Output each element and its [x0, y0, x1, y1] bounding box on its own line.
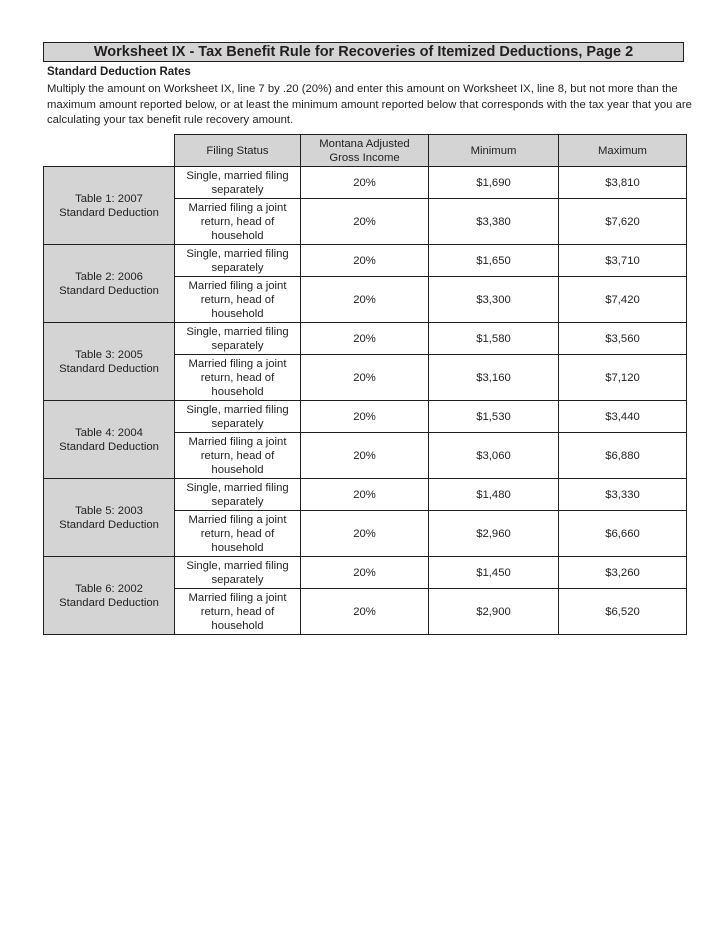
minimum-cell: $3,380: [429, 199, 559, 245]
table-label-line1: Table 2: 2006: [75, 270, 143, 283]
minimum-cell: $1,480: [429, 479, 559, 511]
header-blank-cell: [44, 135, 175, 167]
filing-status-cell: Married filing a joint return, head of household: [175, 589, 301, 635]
filing-status-cell: Married filing a joint return, head of household: [175, 199, 301, 245]
minimum-cell: $3,060: [429, 433, 559, 479]
table-label-line1: Table 6: 2002: [75, 582, 143, 595]
deduction-table-label: [44, 167, 175, 245]
minimum-cell: $1,690: [429, 167, 559, 199]
agi-rate-cell: 20%: [301, 277, 429, 323]
filing-status-cell: Single, married filing separately: [175, 245, 301, 277]
minimum-cell: $2,900: [429, 589, 559, 635]
table-row: [44, 245, 687, 277]
deduction-table-label: [44, 557, 175, 635]
minimum-cell: $1,650: [429, 245, 559, 277]
maximum-cell: $7,620: [559, 199, 687, 245]
maximum-cell: $3,560: [559, 323, 687, 355]
table-row: [44, 323, 687, 355]
header-filing-status: Filing Status: [175, 135, 301, 167]
agi-rate-cell: 20%: [301, 433, 429, 479]
filing-status-cell: Single, married filing separately: [175, 479, 301, 511]
minimum-cell: $1,530: [429, 401, 559, 433]
agi-rate-cell: 20%: [301, 479, 429, 511]
deduction-table-label: [44, 245, 175, 323]
agi-rate-cell: 20%: [301, 167, 429, 199]
header-maximum: Maximum: [559, 135, 687, 167]
maximum-cell: $6,660: [559, 511, 687, 557]
minimum-cell: $1,450: [429, 557, 559, 589]
filing-status-cell: Single, married filing separately: [175, 401, 301, 433]
agi-rate-cell: 20%: [301, 401, 429, 433]
maximum-cell: $3,710: [559, 245, 687, 277]
worksheet-title: Worksheet IX - Tax Benefit Rule for Recoveries of Itemized Deductions, Page 2: [43, 42, 684, 62]
agi-rate-cell: 20%: [301, 511, 429, 557]
maximum-cell: $6,520: [559, 589, 687, 635]
table-row: [44, 167, 687, 199]
table-label-line2: Standard Deduction: [59, 362, 159, 375]
rates-body: [44, 167, 687, 635]
maximum-cell: $6,880: [559, 433, 687, 479]
maximum-cell: $3,440: [559, 401, 687, 433]
minimum-cell: $1,580: [429, 323, 559, 355]
maximum-cell: $3,330: [559, 479, 687, 511]
minimum-cell: $2,960: [429, 511, 559, 557]
filing-status-cell: Single, married filing separately: [175, 167, 301, 199]
section-heading: Standard Deduction Rates: [47, 66, 191, 78]
maximum-cell: $7,420: [559, 277, 687, 323]
agi-rate-cell: 20%: [301, 589, 429, 635]
table-label-line2: Standard Deduction: [59, 596, 159, 609]
minimum-cell: $3,300: [429, 277, 559, 323]
table-label-line1: Table 3: 2005: [75, 348, 143, 361]
table-label-line1: Table 5: 2003: [75, 504, 143, 517]
minimum-cell: $3,160: [429, 355, 559, 401]
instructions-paragraph: Multiply the amount on Worksheet IX, line 7 by .20 (20%) and enter this amount on Worksheet IX, line 8, but not more than the maximum amount reported below, or at least the minimum amount reported below that corresponds with the tax year that you are calculating your tax benefit rule recovery amount.: [47, 83, 692, 126]
agi-rate-cell: 20%: [301, 245, 429, 277]
table-row: [44, 479, 687, 511]
agi-rate-cell: 20%: [301, 323, 429, 355]
agi-rate-cell: 20%: [301, 355, 429, 401]
table-label-line2: Standard Deduction: [59, 206, 159, 219]
maximum-cell: $7,120: [559, 355, 687, 401]
agi-rate-cell: 20%: [301, 557, 429, 589]
deduction-table-label: [44, 401, 175, 479]
table-label-line1: Table 4: 2004: [75, 426, 143, 439]
header-agi: Montana Adjusted Gross Income: [301, 135, 429, 167]
table-row: [44, 557, 687, 589]
standard-deduction-rates-table: [43, 134, 687, 635]
table-label-line2: Standard Deduction: [59, 284, 159, 297]
table-label-line2: Standard Deduction: [59, 518, 159, 531]
filing-status-cell: Single, married filing separately: [175, 557, 301, 589]
deduction-table-label: [44, 323, 175, 401]
maximum-cell: $3,260: [559, 557, 687, 589]
deduction-table-label: [44, 479, 175, 557]
maximum-cell: $3,810: [559, 167, 687, 199]
filing-status-cell: Married filing a joint return, head of household: [175, 511, 301, 557]
agi-rate-cell: 20%: [301, 199, 429, 245]
filing-status-cell: Married filing a joint return, head of household: [175, 277, 301, 323]
table-label-line1: Table 1: 2007: [75, 192, 143, 205]
table-row: [44, 401, 687, 433]
filing-status-cell: Single, married filing separately: [175, 323, 301, 355]
header-row: [44, 135, 687, 167]
filing-status-cell: Married filing a joint return, head of household: [175, 355, 301, 401]
table-label-line2: Standard Deduction: [59, 440, 159, 453]
header-minimum: Minimum: [429, 135, 559, 167]
filing-status-cell: Married filing a joint return, head of household: [175, 433, 301, 479]
